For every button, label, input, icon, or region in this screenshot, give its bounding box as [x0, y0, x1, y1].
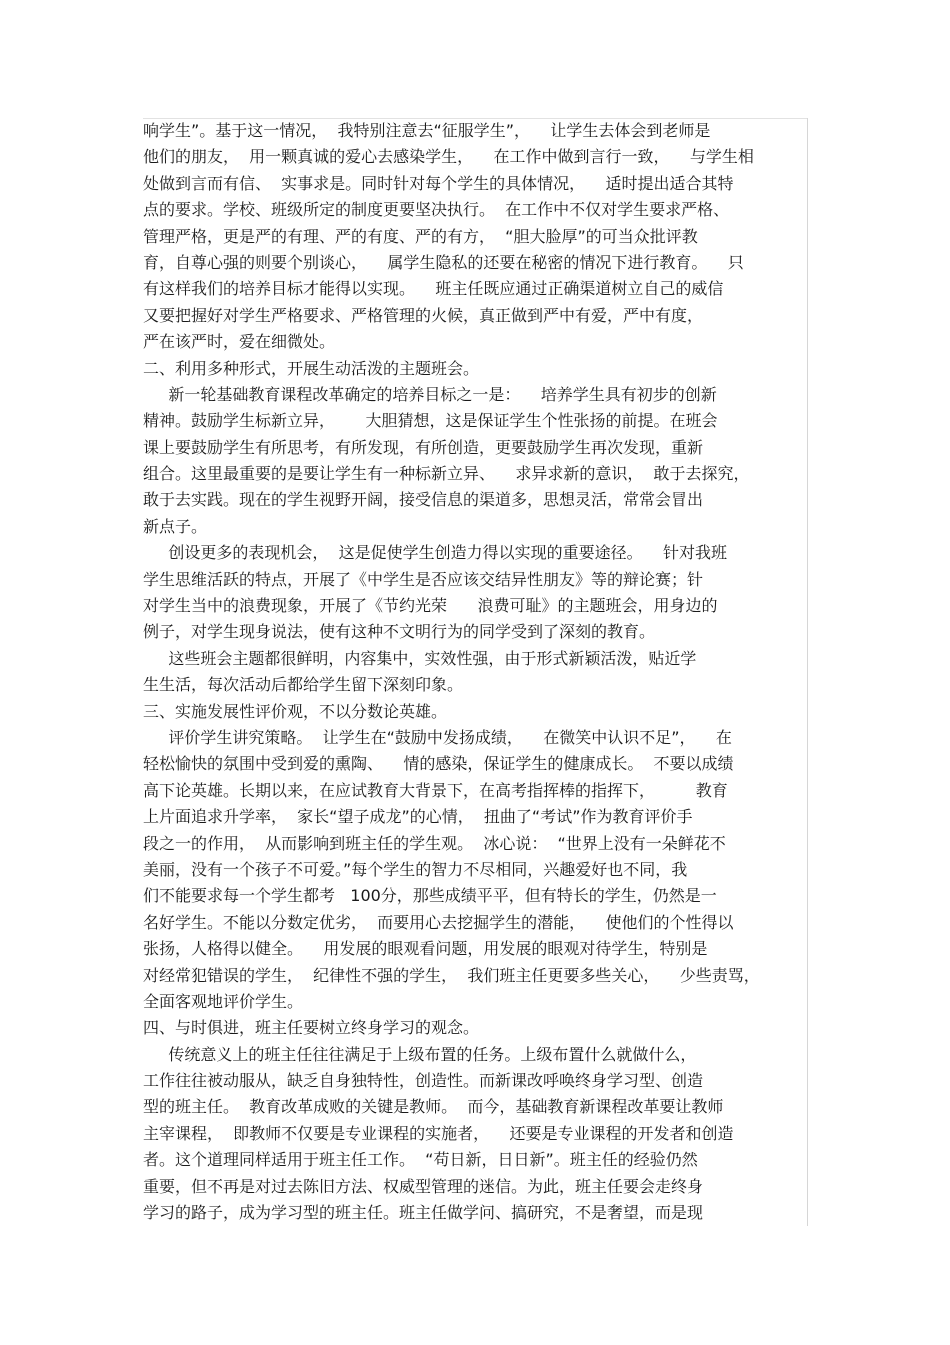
text-line: 他们的朋友， 用一颗真诚的爱心去感染学生， 在工作中做到言行一致， 与学生相 — [143, 147, 754, 167]
text-line: 学生思维活跃的特点，开展了《中学生是否应该交结异性朋友》等的辩论赛；针 — [143, 569, 704, 589]
text-line: 三、实施发展性评价观，不以分数论英雄。 — [143, 701, 448, 721]
text-line: 课上要鼓励学生有所思考，有所发现，有所创造，更要鼓励学生再次发现，重新 — [143, 437, 704, 457]
text-line: 创设更多的表现机会， 这是促使学生创造力得以实现的重要途径。 针对我班 — [143, 543, 727, 563]
text-line: 传统意义上的班主任往往满足于上级布置的任务。上级布置什么就做什么， — [143, 1044, 697, 1064]
text-line: 主宰课程， 即教师不仅要是专业课程的实施者， 还要是专业课程的开发者和创造 — [143, 1123, 734, 1143]
text-line: 又要把握好对学生严格要求、严格管理的火候，真正做到严中有爱，严中有度， — [143, 305, 704, 325]
text-line: 高下论英雄。长期以来，在应试教育大背景下，在高考指挥棒的指挥下， 教育 — [143, 780, 728, 800]
text-line: 育，自尊心强的则要个别谈心， 属学生隐私的还要在秘密的情况下进行教育。 只 — [143, 252, 744, 272]
text-line: 响学生”。基于这一情况， 我特别注意去“征服学生”， 让学生去体会到老师是 — [143, 121, 711, 140]
text-line: 生生活，每次活动后都给学生留下深刻印象。 — [143, 675, 464, 695]
text-line: 张扬，人格得以健全。 用发展的眼观看问题，用发展的眼观对待学生，特别是 — [143, 939, 708, 959]
text-line: 二、利用多种形式，开展生动活泼的主题班会。 — [143, 358, 480, 378]
text-line: 管理严格，更是严的有理、严的有度、严的有方， “胆大脸厚”的可当众批评教 — [143, 226, 698, 246]
text-line: 学习的路子，成为学习型的班主任。班主任做学问、搞研究，不是奢望，而是现 — [143, 1203, 704, 1223]
text-line: 段之一的作用， 从而影响到班主任的学生观。 冰心说： “世界上没有一朵鲜花不 — [143, 833, 726, 853]
text-line: 点的要求。学校、班级所定的制度更要坚决执行。 在工作中不仅对学生要求严格、 — [143, 200, 730, 220]
text-line: 四、与时俱进，班主任要树立终身学习的观念。 — [143, 1018, 480, 1038]
text-line: 对学生当中的浪费现象，开展了《节约光荣 浪费可耻》的主题班会，用身边的 — [143, 596, 718, 616]
text-line: 处做到言而有信、 实事求是。同时针对每个学生的具体情况， 适时提出适合其特 — [143, 173, 734, 193]
page-right-rule — [807, 118, 808, 1226]
text-line: 全面客观地评价学生。 — [143, 991, 304, 1011]
text-line: 新一轮基础教育课程改革确定的培养目标之一是： 培养学生具有初步的创新 — [143, 384, 717, 404]
text-line: 美丽，没有一个孩子不可爱。”每个学生的智力不尽相同，兴趣爱好也不同，我 — [143, 859, 688, 879]
text-line: 例子，对学生现身说法，使有这种不文明行为的同学受到了深刻的教育。 — [143, 622, 656, 642]
text-line: 重要，但不再是对过去陈旧方法、权威型管理的迷信。为此，班主任要会走终身 — [143, 1176, 704, 1196]
text-line: 们不能要求每一个学生都考 100分，那些成绩平平，但有特长的学生，仍然是一 — [143, 886, 717, 906]
text-line: 这些班会主题都很鲜明，内容集中，实效性强，由于形式新颖活泼，贴近学 — [143, 648, 697, 668]
text-line: 有这样我们的培养目标才能得以实现。 班主任既应通过正确渠道树立自己的威信 — [143, 279, 724, 299]
document-body — [143, 118, 807, 1226]
text-line: 敢于去实践。现在的学生视野开阔，接受信息的渠道多，思想灵活，常常会冒出 — [143, 490, 704, 510]
text-line: 轻松愉快的氛围中受到爱的熏陶、 情的感染，保证学生的健康成长。 不要以成绩 — [143, 754, 734, 774]
text-line: 者。这个道理同样适用于班主任工作。 “苟日新，日日新”。班主任的经验仍然 — [143, 1150, 698, 1170]
text-line: 新点子。 — [143, 516, 208, 536]
text-line: 精神。鼓励学生标新立异， 大胆猜想，这是保证学生个性张扬的前提。在班会 — [143, 411, 718, 431]
text-line: 型的班主任。 教育改革成败的关键是教师。 而今，基础教育新课程改革要让教师 — [143, 1097, 724, 1117]
text-line: 工作往往被动服从，缺乏自身独特性，创造性。而新课改呼唤终身学习型、创造 — [143, 1071, 704, 1091]
text-line: 上片面追求升学率， 家长“望子成龙”的心情， 扭曲了“考试”作为教育评价手 — [143, 807, 693, 827]
text-line: 严在该严时，爱在细微处。 — [143, 332, 336, 352]
text-line: 名好学生。不能以分数定优劣， 而要用心去挖掘学生的潜能， 使他们的个性得以 — [143, 912, 734, 932]
text-line: 组合。这里最重要的是要让学生有一种标新立异、 求异求新的意识， 敢于去探究， — [143, 464, 750, 484]
text-line: 评价学生讲究策略。 让学生在“鼓励中发扬成绩， 在微笑中认识不足”， 在 — [143, 727, 732, 747]
text-line: 对经常犯错误的学生， 纪律性不强的学生， 我们班主任更要多些关心， 少些责骂， — [143, 965, 760, 985]
